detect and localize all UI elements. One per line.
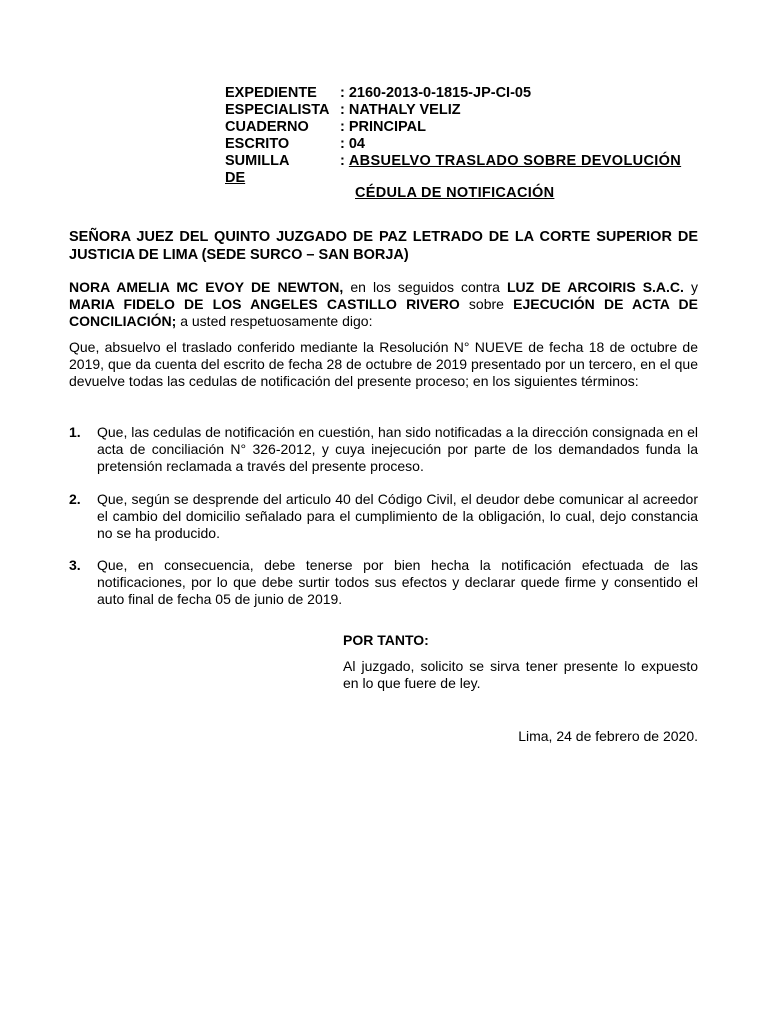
case-matter: EJECUCIÓN DE ACTA DE CONCILIACIÓN;	[69, 296, 698, 329]
item-number: 2.	[69, 491, 81, 507]
item-number: 1.	[69, 424, 81, 440]
closing-paragraph: Al juzgado, solicito se sirva tener presente lo expuesto en lo que fuere de ley.	[343, 658, 698, 691]
header-row-cuaderno	[225, 119, 681, 136]
plaintiff-name: NORA AMELIA MC EVOY DE NEWTON,	[69, 279, 344, 295]
body-paragraph: Que, absuelvo el traslado conferido mediante la Resolución N° NUEVE de fecha 18 de octubre de 2019, que da cuenta del escrito de fecha 28 de octubre de 2019 presentado por un tercero, en el que devuelve todas las cedulas de notificación del presente proceso; en los siguientes términos:	[69, 339, 698, 389]
list-item	[69, 424, 698, 475]
header-label: ESPECIALISTA	[225, 102, 330, 118]
intro-text: y	[683, 279, 698, 295]
item-text: Que, según se desprende del articulo 40 del Código Civil, el deudor debe comunicar al acreedor el cambio del domicilio señalado para el cumplimiento de la obligación, lo cual, dejo constancia no se ha producido.	[97, 491, 698, 541]
list-item	[69, 557, 698, 608]
header-row-escrito	[225, 136, 681, 153]
intro-text: a usted respetuosamente digo:	[176, 313, 373, 329]
sumilla-continuation: DE	[225, 170, 246, 186]
intro-text: en los seguidos contra	[343, 279, 507, 295]
intro-paragraph	[69, 279, 698, 330]
defendant-2: MARIA FIDELO DE LOS ANGELES CASTILLO RIVERO	[69, 296, 460, 312]
header-label: SUMILLA	[225, 153, 290, 169]
header-label: ESCRITO	[225, 136, 290, 152]
header-label: CUADERNO	[225, 119, 309, 135]
header-row-expediente	[225, 85, 681, 102]
header-value: : NATHALY VELIZ	[340, 102, 461, 118]
header-row-sumilla	[225, 153, 681, 170]
case-header	[225, 85, 681, 187]
sumilla-subtitle: CÉDULA DE NOTIFICACIÓN	[355, 185, 555, 201]
header-value: : 04	[340, 136, 365, 152]
signature-date: Lima, 24 de febrero de 2020.	[518, 728, 698, 744]
addressee: SEÑORA JUEZ DEL QUINTO JUZGADO DE PAZ LETRADO DE LA CORTE SUPERIOR DE JUSTICIA DE LIMA (SEDE SURCO – SAN BORJA)	[69, 229, 698, 263]
header-row-especialista	[225, 102, 681, 119]
header-value	[340, 153, 681, 170]
header-value: : PRINCIPAL	[340, 119, 426, 135]
item-text: Que, en consecuencia, debe tenerse por bien hecha la notificación efectuada de las notificaciones, por lo que debe surtir todos sus efectos y declarar quede firme y consentido el auto final de fecha 05 de junio de 2019.	[97, 557, 698, 607]
sumilla-colon: :	[340, 153, 349, 169]
por-tanto-heading: POR TANTO:	[343, 632, 429, 648]
header-value: : 2160-2013-0-1815-JP-CI-05	[340, 85, 532, 101]
header-label: EXPEDIENTE	[225, 85, 317, 101]
defendant-1: LUZ DE ARCOIRIS S.A.C.	[506, 279, 684, 295]
sumilla-value: ABSUELVO TRASLADO SOBRE DEVOLUCIÓN	[348, 153, 682, 169]
item-text: Que, las cedulas de notificación en cuestión, han sido notificadas a la dirección consignada en el acta de conciliación N° 326-2012, y cuya inejecución por parte de los demandados funda la pretensión reclamada a través del presente proceso.	[97, 424, 698, 474]
list-item	[69, 491, 698, 542]
item-number: 3.	[69, 557, 81, 573]
intro-text: sobre	[459, 296, 514, 312]
